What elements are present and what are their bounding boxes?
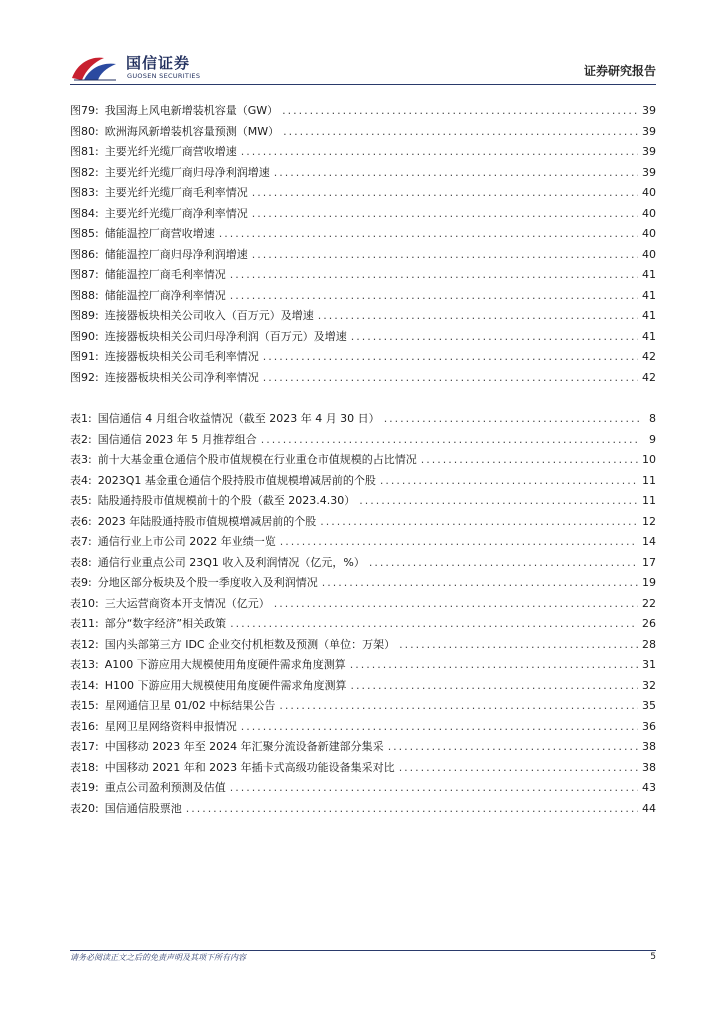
- entry-title: 主要光纤光缆厂商营收增速: [104, 145, 237, 158]
- entry-label: 表4:: [70, 473, 92, 487]
- entry-page-number: 17: [642, 555, 656, 569]
- entry-page-number: 42: [642, 350, 656, 363]
- entry-title: 2023Q1 基金重仓通信个股持股市值规模增减居前的个股: [97, 473, 376, 487]
- entry-page-number: 10: [642, 453, 656, 466]
- entry-page-number: 35: [642, 699, 656, 712]
- entry-page-number: 12: [642, 514, 656, 528]
- entry-page-number: 11: [642, 494, 656, 507]
- figure-entry[interactable]: [70, 347, 656, 368]
- entry-page-number: 41: [642, 288, 656, 302]
- table-entry[interactable]: [70, 573, 656, 594]
- entry-page-number: 28: [642, 637, 656, 651]
- dot-leader: [318, 306, 638, 327]
- entry-page-number: 40: [642, 206, 656, 220]
- dot-leader: [279, 696, 638, 717]
- entry-title: 通信行业重点公司 23Q1 收入及利润情况（亿元，%）: [97, 555, 365, 569]
- footer-divider: [70, 950, 656, 951]
- dot-leader: [263, 368, 638, 389]
- entry-page-number: 9: [649, 432, 656, 446]
- report-type: 证券研究报告: [583, 64, 656, 78]
- dot-leader: [230, 778, 638, 799]
- entry-label: 图80:: [70, 124, 99, 138]
- entry-label: 图88:: [70, 288, 99, 302]
- entry-label: 图81:: [70, 145, 99, 158]
- entry-label: 表2:: [70, 432, 92, 446]
- entry-title: 储能温控厂商营收增速: [104, 227, 215, 240]
- page-header: [70, 48, 656, 88]
- entry-page-number: 31: [642, 658, 656, 671]
- figure-list: [70, 101, 656, 388]
- table-entry[interactable]: [70, 553, 656, 574]
- entry-label: 图89:: [70, 309, 99, 322]
- entry-page-number: 41: [642, 329, 656, 343]
- guosen-logo: [70, 48, 210, 88]
- dot-leader: [230, 614, 638, 635]
- dot-leader: [384, 409, 640, 430]
- figure-entry[interactable]: [70, 224, 656, 245]
- entry-label: 表10:: [70, 596, 99, 610]
- dot-leader: [219, 224, 638, 245]
- entry-title: 中国移动 2023 年至 2024 年汇聚分流设备新建部分集采: [104, 740, 384, 753]
- dot-leader: [241, 717, 638, 738]
- entry-label: 表16:: [70, 719, 99, 733]
- entry-page-number: 11: [642, 473, 656, 487]
- entry-page-number: 8: [649, 412, 656, 425]
- entry-label: 图82:: [70, 165, 99, 179]
- table-entry[interactable]: [70, 409, 656, 430]
- figure-entry[interactable]: [70, 204, 656, 225]
- dot-leader: [359, 491, 638, 512]
- entry-title: H100 下游应用大规模使用角度硬件需求角度测算: [104, 678, 347, 692]
- entry-title: 陆股通持股市值规模前十的个股（截至 2023.4.30）: [97, 494, 356, 507]
- entry-page-number: 22: [642, 596, 656, 610]
- entry-title: 中国移动 2021 年和 2023 年插卡式高级功能设备集采对比: [104, 760, 395, 774]
- dot-leader: [241, 142, 638, 163]
- entry-label: 表7:: [70, 535, 92, 548]
- entry-title: A100 下游应用大规模使用角度硬件需求角度测算: [104, 658, 346, 671]
- entry-title: 连接器板块相关公司归母净利润（百万元）及增速: [104, 329, 347, 343]
- entry-page-number: 40: [642, 227, 656, 240]
- entry-label: 表20:: [70, 801, 99, 815]
- entry-label: 表19:: [70, 781, 99, 794]
- entry-label: 图91:: [70, 350, 99, 363]
- entry-page-number: 14: [642, 535, 656, 548]
- entry-label: 表18:: [70, 760, 99, 774]
- dot-leader: [399, 758, 638, 779]
- dot-leader: [252, 183, 638, 204]
- dot-leader: [351, 327, 638, 348]
- dot-leader: [320, 512, 638, 533]
- figure-entry[interactable]: [70, 142, 656, 163]
- dot-leader: [350, 655, 638, 676]
- table-entry[interactable]: [70, 635, 656, 656]
- entry-page-number: 38: [642, 760, 656, 774]
- dot-leader: [186, 799, 638, 820]
- entry-page-number: 44: [642, 801, 656, 815]
- table-entry[interactable]: [70, 532, 656, 553]
- entry-title: 主要光纤光缆厂商毛利率情况: [104, 186, 248, 199]
- entry-title: 部分“数字经济”相关政策: [104, 617, 227, 630]
- table-entry[interactable]: [70, 614, 656, 635]
- entry-title: 连接器板块相关公司收入（百万元）及增速: [104, 309, 314, 322]
- table-entry[interactable]: [70, 491, 656, 512]
- entry-title: 分地区部分板块及个股一季度收入及利润情况: [97, 576, 318, 589]
- entry-label: 表3:: [70, 453, 92, 466]
- dot-leader: [282, 101, 638, 122]
- dot-leader: [399, 635, 638, 656]
- table-entry[interactable]: [70, 737, 656, 758]
- entry-title: 2023 年陆股通持股市值规模增减居前的个股: [97, 514, 317, 528]
- table-list: [70, 409, 656, 819]
- dot-leader: [388, 737, 638, 758]
- entry-page-number: 39: [642, 165, 656, 179]
- entry-label: 图79:: [70, 104, 99, 117]
- dot-leader: [252, 204, 638, 225]
- entry-label: 表17:: [70, 740, 99, 753]
- entry-title: 储能温控厂商净利率情况: [104, 288, 226, 302]
- entry-label: 图92:: [70, 370, 99, 384]
- table-entry[interactable]: [70, 778, 656, 799]
- figure-entry[interactable]: [70, 245, 656, 266]
- entry-page-number: 41: [642, 268, 656, 281]
- entry-label: 图90:: [70, 329, 99, 343]
- table-entry[interactable]: [70, 696, 656, 717]
- dot-leader: [261, 430, 640, 451]
- table-entry[interactable]: [70, 594, 656, 615]
- entry-title: 通信行业上市公司 2022 年业绩一览: [97, 535, 276, 548]
- dot-leader: [280, 532, 638, 553]
- dot-leader: [350, 676, 638, 697]
- entry-title: 国信通信 4 月组合收益情况（截至 2023 年 4 月 30 日）: [97, 412, 380, 425]
- table-entry[interactable]: [70, 512, 656, 533]
- entry-page-number: 38: [642, 740, 656, 753]
- table-entry[interactable]: [70, 471, 656, 492]
- entry-label: 表6:: [70, 514, 92, 528]
- entry-title: 主要光纤光缆厂商净利率情况: [104, 206, 248, 220]
- dot-leader: [230, 286, 638, 307]
- entry-label: 表14:: [70, 678, 99, 692]
- figure-entry[interactable]: [70, 183, 656, 204]
- entry-label: 表5:: [70, 494, 92, 507]
- figure-entry[interactable]: [70, 286, 656, 307]
- entry-page-number: 26: [642, 617, 656, 630]
- table-entry[interactable]: [70, 655, 656, 676]
- entry-label: 图83:: [70, 186, 99, 199]
- entry-page-number: 36: [642, 719, 656, 733]
- table-entry[interactable]: [70, 799, 656, 820]
- entry-label: 图87:: [70, 268, 99, 281]
- entry-label: 表15:: [70, 699, 99, 712]
- entry-label: 图84:: [70, 206, 99, 220]
- company-name-en: GUOSEN SECURITIES: [127, 72, 201, 80]
- dot-leader: [263, 347, 638, 368]
- header-divider: [70, 84, 656, 85]
- entry-page-number: 39: [642, 104, 656, 117]
- entry-title: 国信通信 2023 年 5 月推荐组合: [97, 432, 257, 446]
- table-entry[interactable]: [70, 430, 656, 451]
- figure-entry[interactable]: [70, 265, 656, 286]
- company-name-cn: 国信证券: [126, 54, 191, 72]
- entry-title: 重点公司盈利预测及估值: [104, 781, 226, 794]
- dot-leader: [230, 265, 638, 286]
- figure-entry[interactable]: [70, 122, 656, 143]
- dot-leader: [252, 245, 638, 266]
- dot-leader: [274, 163, 638, 184]
- entry-title: 连接器板块相关公司净利率情况: [104, 370, 259, 384]
- page-number: 5: [650, 952, 656, 962]
- entry-page-number: 40: [642, 186, 656, 199]
- figure-entry[interactable]: [70, 306, 656, 327]
- figure-entry[interactable]: [70, 163, 656, 184]
- entry-label: 图85:: [70, 227, 99, 240]
- entry-title: 星网通信卫星 01/02 中标结果公告: [104, 699, 276, 712]
- dot-leader: [369, 553, 638, 574]
- entry-page-number: 39: [642, 145, 656, 158]
- entry-label: 表8:: [70, 555, 92, 569]
- dot-leader: [283, 122, 638, 143]
- dot-leader: [322, 573, 638, 594]
- entry-page-number: 19: [642, 576, 656, 589]
- entry-page-number: 32: [642, 678, 656, 692]
- entry-label: 表1:: [70, 412, 92, 425]
- entry-label: 表12:: [70, 637, 99, 651]
- table-entry[interactable]: [70, 717, 656, 738]
- entry-page-number: 41: [642, 309, 656, 322]
- figure-entry[interactable]: [70, 368, 656, 389]
- entry-title: 储能温控厂商毛利率情况: [104, 268, 226, 281]
- dot-leader: [380, 471, 638, 492]
- guosen-logo-icon: [70, 52, 120, 82]
- table-entry[interactable]: [70, 450, 656, 471]
- entry-page-number: 40: [642, 247, 656, 261]
- figure-entry[interactable]: [70, 327, 656, 348]
- entry-title: 国信通信股票池: [104, 801, 182, 815]
- entry-title: 连接器板块相关公司毛利率情况: [104, 350, 259, 363]
- entry-title: 我国海上风电新增装机容量（GW）: [104, 104, 279, 117]
- disclaimer-note: 请务必阅读正文之后的免责声明及其项下所有内容: [70, 953, 246, 962]
- entry-title: 欧洲海风新增装机容量预测（MW）: [104, 124, 280, 138]
- entry-label: 表11:: [70, 617, 99, 630]
- entry-title: 国内头部第三方 IDC 企业交付机柜数及预测（单位：万架）: [104, 637, 396, 651]
- table-entry[interactable]: [70, 676, 656, 697]
- entry-page-number: 42: [642, 370, 656, 384]
- entry-title: 主要光纤光缆厂商归母净利润增速: [104, 165, 270, 179]
- entry-page-number: 39: [642, 124, 656, 138]
- entry-title: 储能温控厂商归母净利润增速: [104, 247, 248, 261]
- dot-leader: [421, 450, 638, 471]
- entry-title: 三大运营商资本开支情况（亿元）: [104, 596, 270, 610]
- entry-label: 图86:: [70, 247, 99, 261]
- dot-leader: [274, 594, 638, 615]
- entry-title: 前十大基金重仓通信个股市值规模在行业重仓市值规模的占比情况: [97, 453, 417, 466]
- entry-label: 表9:: [70, 576, 92, 589]
- entry-label: 表13:: [70, 658, 99, 671]
- entry-title: 星网卫星网络资料申报情况: [104, 719, 237, 733]
- entry-page-number: 43: [642, 781, 656, 794]
- table-entry[interactable]: [70, 758, 656, 779]
- figure-entry[interactable]: [70, 101, 656, 122]
